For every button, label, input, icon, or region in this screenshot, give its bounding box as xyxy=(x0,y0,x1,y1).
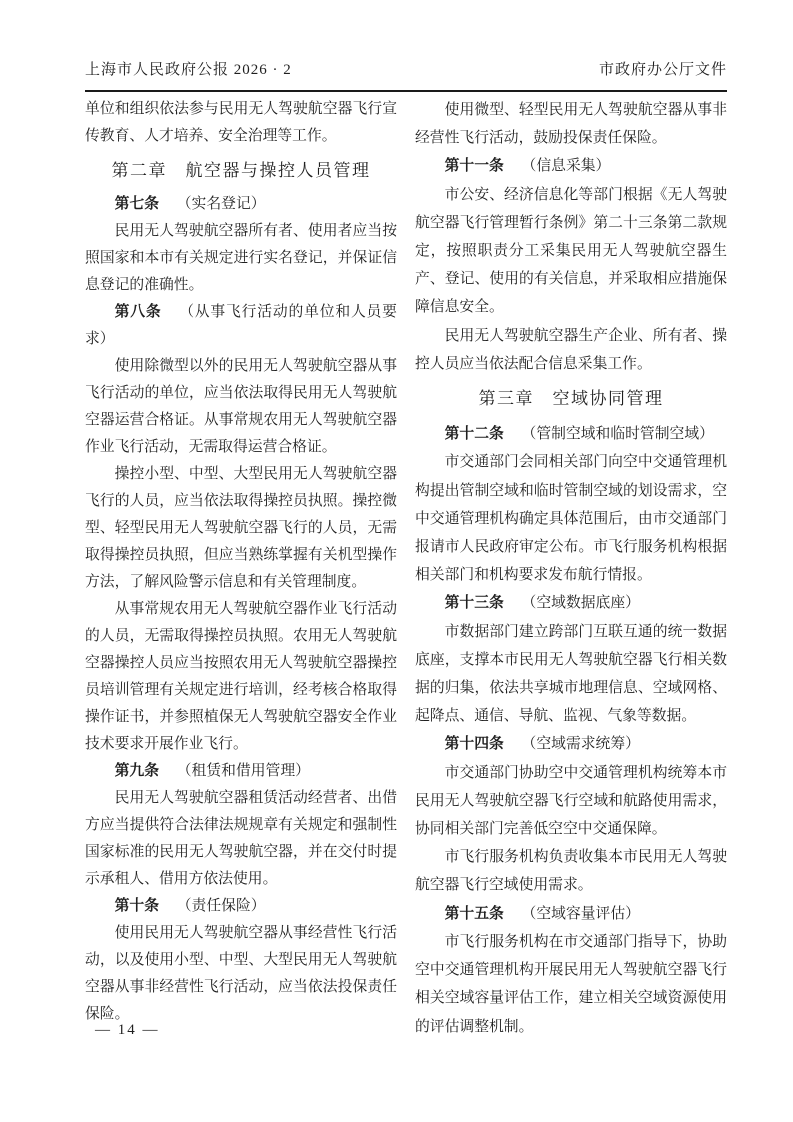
article-heading xyxy=(85,299,397,353)
article-title: （空域容量评估） xyxy=(521,905,640,922)
body-paragraph: 市飞行服务机构在市交通部门指导下，协助空中交通管理机构开展民用无人驾驶航空器飞行相关空域容量评估工作，建立相关空域资源使用的评估调整机制。 xyxy=(415,933,727,1035)
article-number: 第十四条 xyxy=(444,736,504,753)
article-heading xyxy=(415,589,727,617)
article-heading xyxy=(415,900,727,928)
article-title: （信息采集） xyxy=(521,158,611,175)
article-number: 第十条 xyxy=(114,898,159,914)
article-title: （实名登记） xyxy=(176,196,266,212)
body-paragraph: 使用微型、轻型民用无人驾驶航空器从事非经营性飞行活动，鼓励投保责任保险。 xyxy=(415,102,727,147)
article-heading xyxy=(415,152,727,180)
article-title: （从事飞行活动的单位和人员要求） xyxy=(85,304,397,347)
body-paragraph: 从事常规农用无人驾驶航空器作业飞行活动的人员，无需取得操控员执照。农用无人驾驶航空器操控人员应当按照农用无人驾驶航空器操控员培训管理有关规定进行培训，经考核合格取得操作证书，并参照植保无人驾驶航空器安全作业技术要求开展作业飞行。 xyxy=(85,601,397,752)
article-number: 第七条 xyxy=(114,196,159,212)
body-paragraph: 市公安、经济信息化等部门根据《无人驾驶航空器飞行管理暂行条例》第二十三条第二款规定，按照职责分工采集民用无人驾驶航空器生产、登记、使用的有关信息，并采取相应措施保障信息安全。 xyxy=(415,186,727,316)
body-paragraph: 操控小型、中型、大型民用无人驾驶航空器飞行的人员，应当依法取得操控员执照。操控微型、轻型民用无人驾驶航空器飞行的人员，无需取得操控员执照，但应当熟练掌握有关机型操作方法，了解风险警示信息和有关管理制度。 xyxy=(85,466,397,590)
article-title: （空域需求统筹） xyxy=(521,736,640,753)
chapter-heading: 第二章 航空器与操控人员管理 xyxy=(111,161,371,180)
body-paragraph: 使用除微型以外的民用无人驾驶航空器从事飞行活动的单位，应当依法取得民用无人驾驶航空器运营合格证。从事常规农用无人驾驶航空器作业飞行活动，无需取得运营合格证。 xyxy=(85,358,397,455)
body-paragraph: 民用无人驾驶航空器所有者、使用者应当按照国家和本市有关规定进行实名登记，并保证信息登记的准确性。 xyxy=(85,223,397,293)
article-title: （空域数据底座） xyxy=(521,595,640,612)
article-title: （责任保险） xyxy=(176,898,266,914)
article-number: 第十五条 xyxy=(444,905,504,922)
right-column xyxy=(415,96,727,1041)
header-gazette-title: 上海市人民政府公报 2026 · 2 xyxy=(85,62,292,78)
article-number: 第十三条 xyxy=(444,595,504,612)
page-header xyxy=(85,62,727,92)
body-paragraph: 市飞行服务机构负责收集本市民用无人驾驶航空器飞行空域使用需求。 xyxy=(415,849,727,894)
body-paragraph: 市交通部门协助空中交通管理机构统筹本市民用无人驾驶航空器飞行空域和航路使用需求，协同相关部门完善低空空中交通保障。 xyxy=(415,764,727,838)
left-column xyxy=(85,96,397,1041)
body-paragraph: 民用无人驾驶航空器生产企业、所有者、操控人员应当依法配合信息采集工作。 xyxy=(415,327,727,372)
article-number: 第十一条 xyxy=(444,158,504,175)
article-heading xyxy=(85,191,397,218)
article-heading xyxy=(85,758,397,785)
page-number-label: — 14 — xyxy=(95,1022,160,1038)
body-paragraph: 民用无人驾驶航空器租赁活动经营者、出借方应当提供符合法律法规规章有关规定和强制性国家标准的民用无人驾驶航空器，并在交付时提示承租人、借用方依法使用。 xyxy=(85,790,397,887)
body-paragraph: 市数据部门建立跨部门互联互通的统一数据底座，支撑本市民用无人驾驶航空器飞行相关数据的归集，依法共享城市地理信息、空域网格、起降点、通信、导航、监视、气象等数据。 xyxy=(415,623,727,725)
chapter-heading: 第三章 空域协同管理 xyxy=(478,389,664,409)
body-paragraph: 市交通部门会同相关部门向空中交通管理机构提出管制空域和临时管制空域的划设需求，空中交通管理机构确定具体范围后，由市交通部门报请市人民政府审定公布。市飞行服务机构根据相关部门和机构要求发布航行情报。 xyxy=(415,454,727,584)
article-heading xyxy=(415,730,727,758)
two-column-body xyxy=(85,96,727,1041)
article-number: 第八条 xyxy=(114,304,162,320)
article-title: （管制空域和临时管制空域） xyxy=(521,426,714,443)
body-paragraph: 单位和组织依法参与民用无人驾驶航空器飞行宣传教育、人才培养、安全治理等工作。 xyxy=(85,101,397,144)
article-title: （租赁和借用管理） xyxy=(176,763,310,779)
article-number: 第九条 xyxy=(114,763,159,779)
body-paragraph: 使用民用无人驾驶航空器从事经营性飞行活动，以及使用小型、中型、大型民用无人驾驶航空器从事非经营性飞行活动，应当依法投保责任保险。 xyxy=(85,925,397,1022)
article-number: 第十二条 xyxy=(444,426,504,443)
article-heading xyxy=(415,420,727,448)
header-document-category: 市政府办公厅文件 xyxy=(598,62,727,78)
article-heading xyxy=(85,893,397,920)
page-number xyxy=(95,1022,160,1039)
